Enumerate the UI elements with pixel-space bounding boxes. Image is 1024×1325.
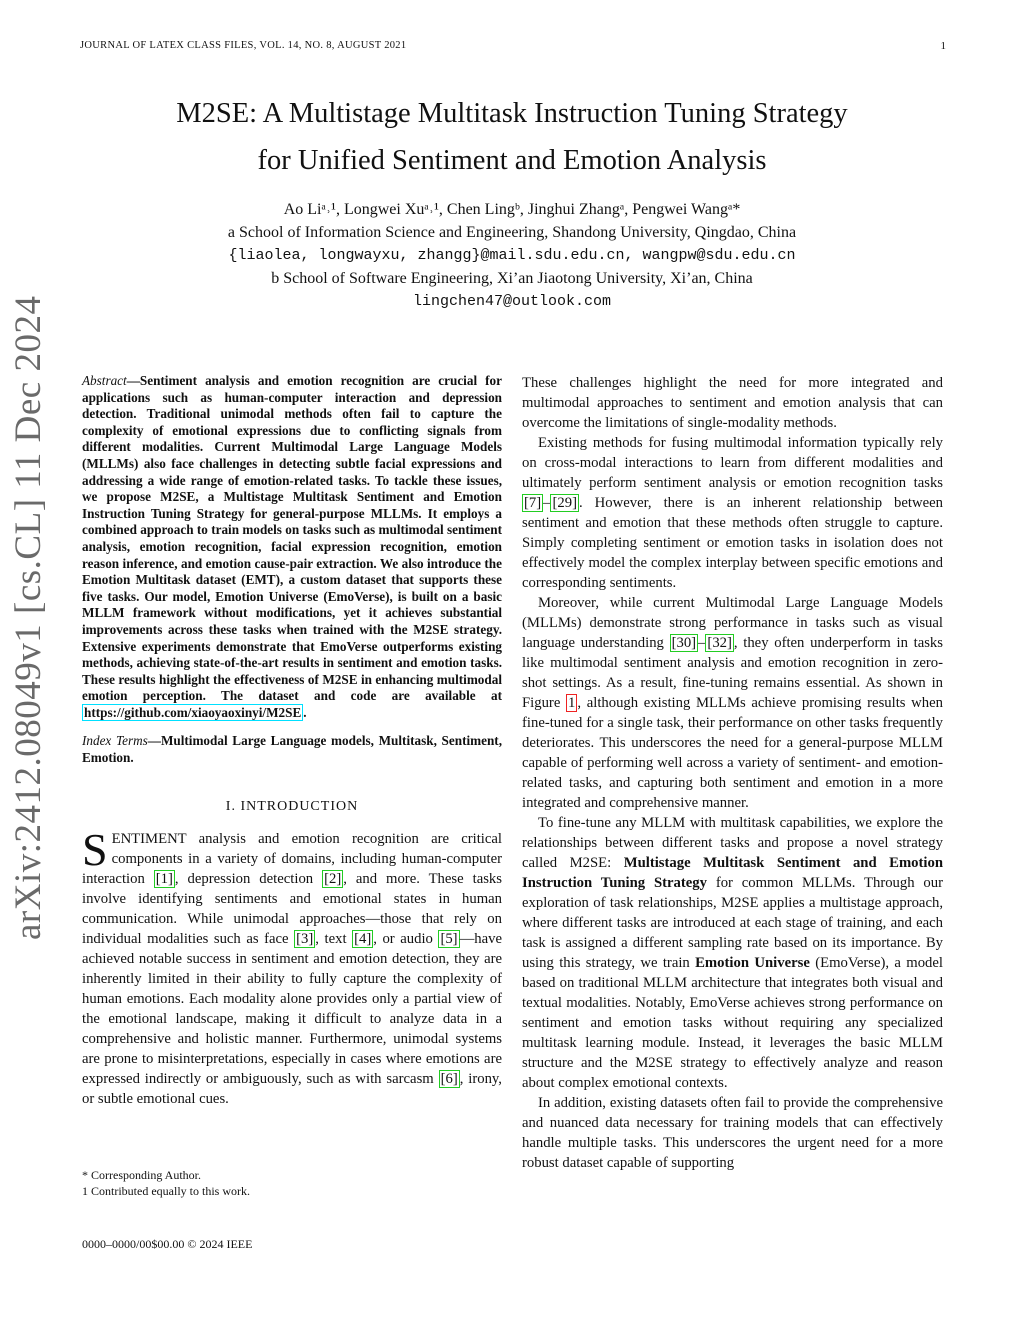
author-names: Ao Liᵃ˒¹, Longwei Xuᵃ˒¹, Chen Lingᵇ, Jinghui Zhangᵃ, Pengwei Wangᵃ* — [283, 201, 741, 218]
paragraph-datasets: In addition, existing datasets often fail to provide the comprehensive and nuanced data necessary for training models that can effectively handle multiple tasks. This underscores the urgent need for a more robust dataset capable of supporting — [522, 1095, 943, 1171]
citation-link[interactable]: [2] — [324, 870, 342, 887]
text-span: , they often underperform in tasks like multimodal sentiment analysis and emotion recognition in zero-shot settings. As a result, fine-tuning remains essential. As shown in Figure — [522, 635, 943, 711]
section-heading-introduction: I. INTRODUCTION — [225, 798, 359, 814]
index-terms-text: —Multimodal Large Language models, Multitask, Sentiment, Emotion. — [82, 733, 502, 766]
text-span: , although existing MLLMs achieve promising results when fine-tuned for a single task, their performance on other tasks frequently deteriorates. This underscores the need for a general-purpose MLLM capable of performing well across a variety of sentiment- and emotion-related tasks, and capturing both sentiment and emotion in a more integrated and comprehensive manner. — [522, 695, 943, 811]
text-span: , or audio — [373, 930, 439, 947]
citation-link[interactable]: [1] — [155, 870, 173, 887]
citation-link[interactable]: [5] — [440, 930, 458, 947]
page-number: 1 — [940, 40, 946, 52]
text-span: , and more. These tasks involve identifying sentiments and emotional states in human communication. While unimodal approaches—those that rely on individual modalities such as face — [82, 870, 502, 947]
intro-paragraph-1 — [82, 823, 502, 1109]
text-span: Existing methods for fusing multimodal information typically rely on cross-modal interactions to learn from different modalities and ultimately perform sentiment analysis or emotion recognition tasks — [522, 435, 943, 491]
footnote-equal-contribution: 1 Contributed equally to this work. — [82, 1184, 250, 1198]
footnotes — [82, 1167, 502, 1199]
bold-term: Multistage Multitask Sentiment and Emotion Instruction Tuning Strategy — [522, 855, 944, 891]
journal-header: JOURNAL OF LATEX CLASS FILES, VOL. 14, NO. 8, AUGUST 2021 — [80, 40, 407, 51]
text-span: for common MLLMs. Through our exploration of task relationships, M2SE applies a multistage approach, where different tasks are introduced at each stage of training, and each task is assigned a different sampling rate based on its importance. By using this strategy, we train — [522, 875, 943, 971]
abstract-end: . — [303, 704, 307, 720]
emails-a: {liaolea, longwayxu, zhangg}@mail.sdu.edu.cn, wangpw@sdu.edu.cn — [228, 247, 796, 264]
footnote-corresponding: * Corresponding Author. — [82, 1168, 201, 1182]
left-column — [82, 373, 502, 1109]
text-span: . However, there is an inherent relationship between sentiment and emotion that these methods often struggle to capture. Simply completing sentiment or emotion tasks in isolation does not effectively model the complex interplay between specific emotions and corresponding sentiments. — [522, 495, 943, 591]
paragraph-m2se — [522, 813, 943, 1093]
affiliation-a: a School of Information Science and Engineering, Shandong University, Qingdao, China — [227, 224, 797, 241]
citation-link[interactable]: [3] — [296, 930, 314, 947]
bold-term: Emotion Universe — [695, 955, 810, 971]
abstract-text: —Sentiment analysis and emotion recognition are crucial for applications such as human-computer interaction and depression detection. Traditional unimodal methods often fail to capture the complexity of emotional expressions due to conflicting signals from different modalities. Current Multimodal Large Language Models (MLLMs) also face challenges in detecting subtle facial expressions and addressing a wide range of emotion-related tasks. To tackle these issues, we propose M2SE, a Multistage Multitask Sentiment and Emotion Instruction Tuning Strategy for general-purpose MLLMs. It employs a combined approach to train models on tasks such as multimodal sentiment analysis, emotion recognition, facial expression recognition, emotion reason inference, and emotion cause-pair extraction. We also introduce the Emotion Multitask dataset (EMT), a custom dataset that supports these five tasks. Our model, Emotion Universe (EmoVerse), is built on a basic MLLM framework without modifications, yet it achieves substantial improvements across these tasks when trained with the M2SE strategy. Extensive experiments demonstrate that EmoVerse outperforms existing methods, achieving state-of-the-art results in sentiment and emotion tasks. These results highlight the effectiveness of M2SE in enhancing multimodal emotion perception. The dataset and code are available at — [82, 373, 502, 704]
abstract-label: Abstract — [82, 373, 127, 388]
paper-title — [100, 90, 924, 184]
text-span: —have achieved notable success in sentiment and emotion detection, they are inherently limited in their ability to fully capture the complexity of human emotions. Each modality alone provides only a partial view of the emotional landscape, making it difficult to analyze data in a comprehensive and holistic manner. Furthermore, unimodal systems are prone to misinterpretations, especially in cases where emotions are expressed indirectly or ambiguously, such as with sarcasm — [82, 930, 502, 1087]
title-line-1: M2SE: A Multistage Multitask Instruction Tuning Strategy — [176, 98, 848, 129]
text-span: , text — [315, 930, 353, 947]
right-column — [522, 373, 943, 1173]
text-span: To fine-tune any MLLM with multitask capabilities, we explore the relationships between different tasks and propose a novel strategy called M2SE: — [522, 815, 943, 871]
index-terms-label: Index Terms — [82, 733, 148, 749]
paragraph-existing-methods — [522, 433, 943, 593]
abstract — [82, 373, 502, 721]
text-span: (EmoVerse), a model based on traditional MLLM architecture that integrates both visual and textual modalities. Notably, EmoVerse achieves strong performance on sentiment and emotion tasks without requiring any specialized multitask learning module. Instead, it leverages the basic MLLM structure and the M2SE strategy to effectively analyze and reason about complex emotional contexts. — [522, 955, 943, 1091]
affiliation-b: b School of Software Engineering, Xi’an Jiaotong University, Xi’an, China — [271, 270, 753, 287]
text-span: , depression detection — [174, 870, 323, 887]
citation-link[interactable]: [6] — [440, 1070, 458, 1087]
text-span: , irony, or subtle emotional cues. — [82, 1070, 502, 1107]
citation-link[interactable]: [32] — [707, 635, 732, 651]
title-line-2: for Unified Sentiment and Emotion Analysis — [257, 145, 767, 176]
text-span: – — [698, 635, 706, 651]
code-link[interactable]: https://github.com/xiaoyaoxinyi/M2SE — [84, 704, 302, 720]
text-span: Moreover, while current Multimodal Large Language Models (MLLMs) demonstrate strong performance in tasks such as visual language understanding — [522, 595, 943, 651]
author-block — [100, 198, 924, 313]
paragraph-continuation: These challenges highlight the need for more integrated and multimodal approaches to sentiment and emotion analysis that can overcome the limitations of single-modality methods. — [522, 375, 943, 431]
arxiv-stamp: arXiv:2412.08049v1 [cs.CL] 11 Dec 2024 — [8, 295, 49, 940]
citation-link[interactable]: [30] — [671, 635, 697, 651]
citation-link[interactable]: [7] — [524, 495, 542, 511]
drop-cap: S — [82, 823, 108, 875]
citation-link[interactable]: [4] — [354, 930, 372, 947]
text-span: – — [543, 495, 551, 511]
index-terms — [82, 733, 502, 766]
email-b: lingchen47@outlook.com — [412, 293, 612, 310]
paragraph-mllms — [522, 593, 943, 813]
copyright-footer: 0000–0000/00$00.00 © 2024 IEEE — [82, 1237, 253, 1251]
figure-reference[interactable]: 1 — [568, 695, 576, 711]
text-span: ENTIMENT analysis and emotion recognition are critical components in a variety of domains, including human-computer interaction — [82, 830, 502, 887]
citation-link[interactable]: [29] — [552, 495, 577, 511]
